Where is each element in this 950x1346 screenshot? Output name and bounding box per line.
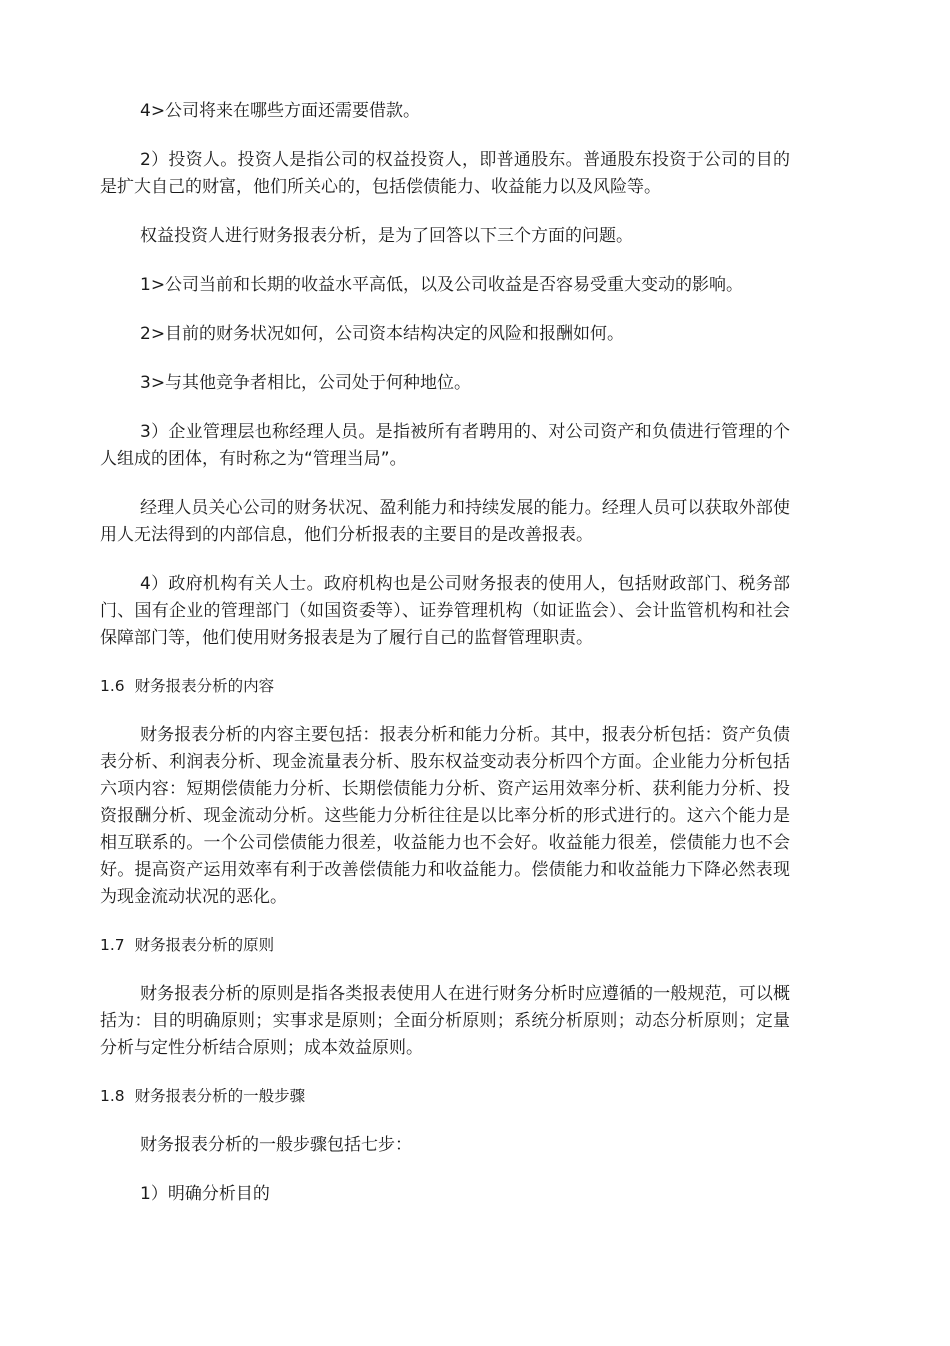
paragraph: 财务报表分析的原则是指各类报表使用人在进行财务分析时应遵循的一般规范，可以概括为：目的明确原则；实事求是原则；全面分析原则；系统分析原则；动态分析原则；定量分析与定性分析结合原则；成本效益原则。 bbox=[100, 984, 790, 1058]
paragraph: 4）政府机构有关人士。政府机构也是公司财务报表的使用人，包括财政部门、税务部门、国有企业的管理部门（如国资委等）、证券管理机构（如证监会）、会计监管机构和社会保障部门等，他们使用财务报表是为了履行自己的监督管理职责。 bbox=[100, 574, 790, 648]
section-number: 1.8 bbox=[100, 1087, 125, 1105]
paragraph: 财务报表分析的内容主要包括：报表分析和能力分析。其中，报表分析包括：资产负债表分析、利润表分析、现金流量表分析、股东权益变动表分析四个方面。企业能力分析包括六项内容：短期偿债能力分析、长期偿债能力分析、资产运用效率分析、获利能力分析、投资报酬分析、现金流动分析。这些能力分析往往是以比率分析的形式进行的。这六个能力是相互联系的。一个公司偿债能力很差，收益能力也不会好。收益能力很差，偿债能力也不会好。提高资产运用效率有利于改善偿债能力和收益能力。偿债能力和收益能力下降必然表现为现金流动状况的恶化。 bbox=[100, 725, 790, 907]
paragraph: 财务报表分析的一般步骤包括七步： bbox=[140, 1135, 412, 1155]
paragraph: 4>公司将来在哪些方面还需要借款。 bbox=[140, 101, 421, 121]
paragraph: 权益投资人进行财务报表分析，是为了回答以下三个方面的问题。 bbox=[140, 226, 633, 246]
document-page bbox=[100, 98, 790, 1230]
paragraph: 3>与其他竞争者相比，公司处于何种地位。 bbox=[140, 373, 472, 393]
paragraph: 经理人员关心公司的财务状况、盈利能力和持续发展的能力。经理人员可以获取外部使用人无法得到的内部信息，他们分析报表的主要目的是改善报表。 bbox=[100, 498, 790, 545]
section-title: 财务报表分析的一般步骤 bbox=[134, 1087, 306, 1105]
paragraph: 2）投资人。投资人是指公司的权益投资人，即普通股东。普通股东投资于公司的目的是扩大自己的财富，他们所关心的，包括偿债能力、收益能力以及风险等。 bbox=[100, 150, 790, 197]
section-title: 财务报表分析的原则 bbox=[134, 936, 275, 954]
list-item: 1）明确分析目的 bbox=[140, 1184, 270, 1204]
paragraph: 1>公司当前和长期的收益水平高低，以及公司收益是否容易受重大变动的影响。 bbox=[140, 275, 744, 295]
section-title: 财务报表分析的内容 bbox=[134, 677, 275, 695]
section-number: 1.6 bbox=[100, 677, 125, 695]
section-heading-1-8 bbox=[100, 1084, 790, 1108]
paragraph: 2>目前的财务状况如何，公司资本结构决定的风险和报酬如何。 bbox=[140, 324, 625, 344]
section-heading-1-6 bbox=[100, 674, 790, 698]
section-heading-1-7 bbox=[100, 933, 790, 957]
paragraph: 3）企业管理层也称经理人员。是指被所有者聘用的、对公司资产和负债进行管理的个人组成的团体，有时称之为“管理当局”。 bbox=[100, 422, 790, 469]
section-number: 1.7 bbox=[100, 936, 125, 954]
